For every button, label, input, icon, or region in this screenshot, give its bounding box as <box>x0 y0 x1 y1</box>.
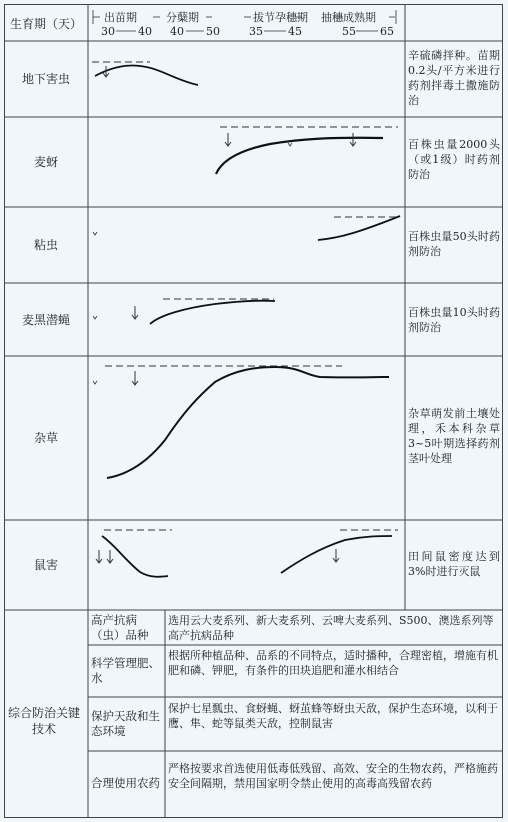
day-label: 40 <box>170 25 184 38</box>
strategy-item-text: 严格按要求首选使用低毒低残留、高效、安全的生物农药，严格施药安全间隔期，禁用国家明令禁止使用的高毒高残留农药 <box>168 762 498 790</box>
day-label: 45 <box>288 25 302 38</box>
curve-underground-pests <box>92 62 198 85</box>
row-note-underground-pests: 辛硫磷拌种。苗期0.2头/平方米进行药剂拌毒土撒施防治 <box>408 49 500 107</box>
curve-weeds <box>93 366 389 478</box>
curve-aphid <box>216 127 398 174</box>
row-note-leafminer: 百株虫量10头时药剂防治 <box>408 306 500 334</box>
day-label: 65 <box>380 25 394 38</box>
row-note-weeds: 杂草萌发前土壤处理，禾本科杂草3~5叶期选择药剂茎叶处理 <box>408 407 500 465</box>
curve-leafminer <box>93 299 275 324</box>
day-label: 50 <box>206 25 220 38</box>
curve-armyworm <box>93 216 400 240</box>
strategy-item-text: 根据所种植品种、品系的不同特点，适时播种，合理密植，增施有机肥和磷、钾肥，有条件的田块追肥和灌水相结合 <box>168 649 498 677</box>
strategy-item-title: 科学管理肥、水 <box>91 656 160 685</box>
row-label-leafminer: 麦黑潜蝇 <box>21 313 70 327</box>
stage-label: 分蘖期 <box>166 11 199 24</box>
row-note-armyworm: 百株虫量50头时药剂防治 <box>408 230 500 258</box>
row-label-rodents: 鼠害 <box>33 558 58 572</box>
strategy-item-title: 高产抗病（虫）品种 <box>91 613 149 642</box>
day-label: 30 <box>101 25 115 38</box>
row-note-rodents: 田间鼠密度达到3%时进行灭鼠 <box>408 550 500 578</box>
strategy-item-title: 保护天敌和生态环境 <box>91 709 160 738</box>
strategy-item-text: 选用云大麦系列、新大麦系列、云啤大麦系列、S500、澳选系列等高产抗病品种 <box>168 614 494 642</box>
header-row-label: 生育期（天） <box>9 17 82 31</box>
strategy-item-text: 保护七星瓢虫、食蚜蝇、蚜茧蜂等蚜虫天敌，保护生态环境，以利于鹰、隼、蛇等鼠类天敌，控制鼠害 <box>168 702 498 730</box>
strategy-item-title: 合理使用农药 <box>91 776 160 790</box>
row-label-weeds: 杂草 <box>33 431 58 445</box>
strategy-label: 综合防治关键技术 <box>8 706 81 736</box>
day-label: 55 <box>342 25 356 38</box>
row-label-aphid: 麦蚜 <box>33 155 58 169</box>
row-label-underground-pests: 地下害虫 <box>21 72 70 86</box>
stage-label-4: 抽穗成熟期 <box>321 11 376 24</box>
day-label: 35 <box>249 25 263 38</box>
curve-rodents <box>96 530 398 577</box>
row-note-aphid: 百株虫量2000头（或1级）时药剂防治 <box>408 138 500 181</box>
stage-label: 出苗期 <box>104 11 137 24</box>
day-label: 40 <box>138 25 152 38</box>
row-label-armyworm: 粘虫 <box>33 238 58 252</box>
stage-label: 拔节孕穗期 <box>253 11 308 24</box>
